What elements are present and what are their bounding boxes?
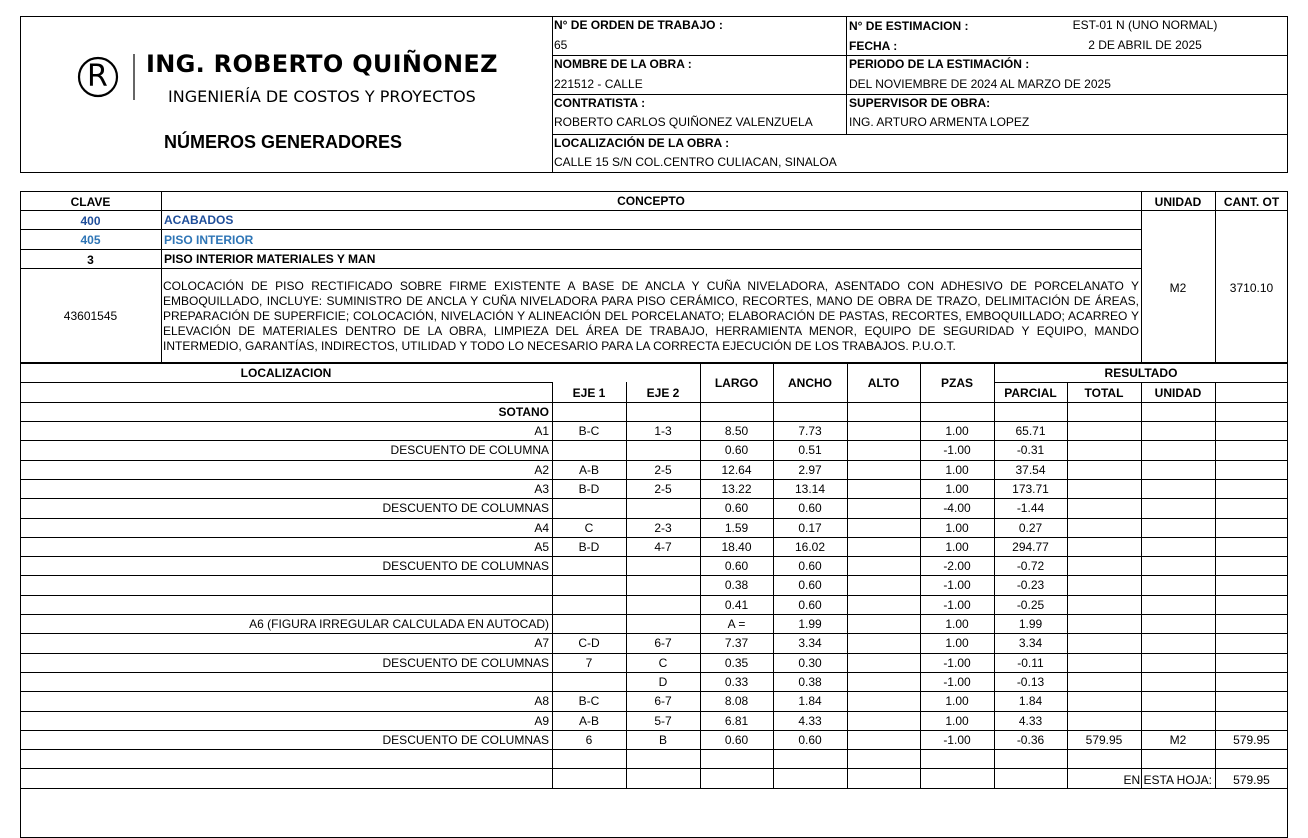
estimacion-value: EST-01 N (UNO NORMAL) <box>1072 18 1218 32</box>
row-parcial: -0.31 <box>1016 443 1045 457</box>
row-largo: 0.60 <box>724 733 749 747</box>
row-parcial: -0.11 <box>1017 656 1044 670</box>
row-localizacion: A4 <box>534 521 549 535</box>
concept-rule-2 <box>20 249 1141 250</box>
concept-col-1 <box>161 191 162 363</box>
row-rule <box>20 653 1288 654</box>
col-resultado: RESULTADO <box>1104 366 1178 380</box>
row-rule <box>20 749 1288 750</box>
item-description: COLOCACIÓN DE PISO RECTIFICADO SOBRE FIRME EXISTENTE A BASE DE ANCLA Y CUÑA NIVELADORA, ASENTADO CON ADHESIVO DE PORCELANATO Y EMBOQUILLADO, INCLUYE: SUMINISTRO DE ANCLA Y CUÑA NIVELADORA PARA PISO CERÁMICO, RECORTES, MANO DE OBRA DE TRAZO, DELIMITACIÓN DE ÁREAS, PREPARACIÓN DE SUPERFICIE; COLOCACIÓN, NIVELACIÓN Y ALINEACIÓN DEL PORCELANATO; ELABORACIÓN DE PASTAS, RECORTES, EMBOQUILLADO; ACARREO Y ELEVACIÓN DE MATERIALES DENTRO DE LA OBRA, LIMPIEZA DEL ÁREA DE TRABAJO, HERRAMIENTA MENOR, EQUIPO DE SEGURIDAD Y EQUIPO, MANDO INTERMEDIO, GARANTÍAS, INDIRECTOS, UTILIDAD Y TODO LO NECESARIO PARA LA CORRECTA EJECUCIÓN DE LOS TRABAJOS. P.U.O.T. <box>163 279 1139 353</box>
company-subtitle: INGENIERÍA DE COSTOS Y PROYECTOS <box>168 87 476 106</box>
item-cant: 3710.10 <box>1229 281 1274 295</box>
row-eje2: 2-5 <box>654 463 672 477</box>
concept-col-2 <box>1141 191 1142 363</box>
clave-400: 400 <box>80 214 101 228</box>
header-rule-3 <box>552 134 1288 135</box>
row-ancho: 0.60 <box>798 578 822 592</box>
row-parcial: 0.27 <box>1018 521 1043 535</box>
row-eje1: C <box>584 521 594 535</box>
row-parcial: 4.33 <box>1018 714 1043 728</box>
row-largo: 0.41 <box>724 598 749 612</box>
row-pzas: 1.00 <box>945 482 969 496</box>
row-eje2: 5-7 <box>654 714 672 728</box>
col-parcial: PARCIAL <box>1004 386 1057 400</box>
clave-405: 405 <box>80 233 101 247</box>
row-unidad: M2 <box>1169 733 1187 747</box>
row-eje1: A-B <box>578 463 599 477</box>
col-total: TOTAL <box>1084 386 1124 400</box>
row-pzas: -2.00 <box>943 559 971 573</box>
fecha-label: FECHA : <box>849 39 898 53</box>
col-rule <box>847 363 848 788</box>
row-rule <box>20 556 1288 557</box>
row-eje1: B-C <box>578 694 600 708</box>
row-rule <box>20 479 1288 480</box>
clave-3: 3 <box>87 253 94 267</box>
row-localizacion: A7 <box>534 636 549 650</box>
supervisor-value: ING. ARTURO ARMENTA LOPEZ <box>849 115 1030 129</box>
row-ancho: 16.02 <box>794 540 826 554</box>
row-rule <box>20 788 1288 789</box>
col-largo: LARGO <box>714 376 759 390</box>
row-rule <box>20 537 1288 538</box>
row-pzas: 1.00 <box>945 617 969 631</box>
header-divider-2 <box>846 16 847 134</box>
row-parcial: -0.13 <box>1016 675 1045 689</box>
row-eje2: 6-7 <box>654 694 672 708</box>
col-unidad: UNIDAD <box>1154 195 1202 209</box>
row-pzas: -4.00 <box>943 501 971 515</box>
contratista-value: ROBERTO CARLOS QUIÑONEZ VALENZUELA <box>554 115 813 129</box>
orden-value: 65 <box>554 38 568 52</box>
row-ancho: 3.34 <box>798 636 822 650</box>
row-localizacion: A1 <box>534 424 549 438</box>
row-eje1: A-B <box>578 714 599 728</box>
row-localizacion: DESCUENTO DE COLUMNAS <box>382 656 549 670</box>
row-eje1: B-D <box>578 482 600 496</box>
row-parcial: -0.36 <box>1016 733 1045 747</box>
logo-letter: R <box>87 59 108 94</box>
row-largo: A = <box>727 617 746 631</box>
row-largo: 8.50 <box>724 424 749 438</box>
row-localizacion: DESCUENTO DE COLUMNAS <box>382 733 549 747</box>
row-rule <box>20 730 1288 731</box>
concept-rule-3 <box>20 268 1141 269</box>
row-eje2: C <box>658 656 668 670</box>
row-eje2: 2-5 <box>654 482 672 496</box>
col-pzas: PZAS <box>940 376 973 390</box>
col-result-unidad: UNIDAD <box>1154 386 1202 400</box>
concepto-materiales: PISO INTERIOR MATERIALES Y MAN <box>164 252 376 266</box>
row-pzas: 1.00 <box>945 540 969 554</box>
col-alto: ALTO <box>867 376 900 390</box>
row-localizacion: A2 <box>534 463 549 477</box>
periodo-label: PERIODO DE LA ESTIMACIÓN : <box>849 57 1030 71</box>
row-pzas: -1.00 <box>943 656 971 670</box>
row-largo: 8.08 <box>724 694 749 708</box>
row-eje2: 1-3 <box>654 424 672 438</box>
row-ancho: 0.17 <box>798 521 822 535</box>
sheet-total-value: 579.95 <box>1233 773 1270 787</box>
row-rule <box>20 498 1288 499</box>
row-pzas: 1.00 <box>945 694 969 708</box>
row-pzas: -1.00 <box>943 675 971 689</box>
row-eje1: B-D <box>578 540 600 554</box>
row-ancho: 2.97 <box>798 463 822 477</box>
row-localizacion: DESCUENTO DE COLUMNAS <box>382 559 549 573</box>
row-parcial: 37.54 <box>1015 463 1046 477</box>
supervisor-label: SUPERVISOR DE OBRA: <box>849 96 991 110</box>
col-eje2: EJE 2 <box>646 386 680 400</box>
row-parcial: -0.72 <box>1016 559 1045 573</box>
row-parcial: 3.34 <box>1018 636 1043 650</box>
col-rule <box>1215 382 1216 788</box>
row-ancho: 0.30 <box>798 656 822 670</box>
localizacion-label: LOCALIZACIÓN DE LA OBRA : <box>554 136 730 150</box>
fecha-value: 2 DE ABRIL DE 2025 <box>1088 38 1202 52</box>
col-clave: CLAVE <box>70 195 111 209</box>
sheet-total-label: EN ESTA HOJA: <box>1123 773 1212 787</box>
row-rule <box>20 691 1288 692</box>
row-localizacion: DESCUENTO DE COLUMNA <box>390 443 549 457</box>
row-rule <box>20 768 1288 769</box>
col-concepto: CONCEPTO <box>617 194 685 208</box>
item-unidad: M2 <box>1169 281 1187 295</box>
col-ancho: ANCHO <box>788 376 832 390</box>
row-eje2: 2-3 <box>654 521 672 535</box>
row-localizacion: A9 <box>534 714 549 728</box>
row-rule <box>20 421 1288 422</box>
row-parcial: 173.71 <box>1012 482 1049 496</box>
row-rule <box>20 672 1288 673</box>
row-parcial: -1.44 <box>1016 501 1045 515</box>
header-bottom-rule <box>20 402 1288 403</box>
row-rule <box>20 518 1288 519</box>
row-parcial: -0.23 <box>1016 578 1045 592</box>
header-rule-1 <box>552 55 1288 56</box>
row-ancho: 0.51 <box>798 443 822 457</box>
row-largo: 13.22 <box>721 482 752 496</box>
contratista-label: CONTRATISTA : <box>554 96 646 110</box>
row-largo: 0.60 <box>724 501 749 515</box>
row-rule <box>20 460 1288 461</box>
concept-rule-1 <box>20 229 1141 230</box>
row-rule <box>20 633 1288 634</box>
row-largo: 18.40 <box>721 540 752 554</box>
row-largo: 0.35 <box>724 656 749 670</box>
row-pzas: -1.00 <box>943 598 971 612</box>
row-ancho: 7.73 <box>798 424 822 438</box>
col-cant: CANT. OT <box>1223 195 1280 209</box>
row-pzas: 1.00 <box>945 714 969 728</box>
row-pzas: -1.00 <box>943 443 971 457</box>
row-localizacion: A5 <box>534 540 549 554</box>
row-ancho: 13.14 <box>794 482 826 496</box>
row-localizacion: A6 (FIGURA IRREGULAR CALCULADA EN AUTOCAD) <box>249 617 549 631</box>
concepto-acabados: ACABADOS <box>164 213 234 227</box>
row-ancho: 0.60 <box>798 501 822 515</box>
obra-label: NOMBRE DE LA OBRA : <box>554 57 692 71</box>
row-largo: 0.38 <box>724 578 749 592</box>
concept-col-3 <box>1215 191 1216 363</box>
row-rule <box>20 440 1288 441</box>
row-rule <box>20 614 1288 615</box>
row-parcial: 294.77 <box>1012 540 1049 554</box>
concept-rule-head <box>20 210 1288 211</box>
company-logo <box>76 52 136 102</box>
row-parcial: 65.71 <box>1015 424 1046 438</box>
row-pzas: -1.00 <box>943 733 971 747</box>
row-rule <box>20 595 1288 596</box>
row-largo: 0.33 <box>724 675 749 689</box>
row-largo: 0.60 <box>724 443 749 457</box>
row-eje2: D <box>658 675 668 689</box>
row-ancho: 1.99 <box>798 617 822 631</box>
row-parcial: 1.99 <box>1018 617 1043 631</box>
row-total: 579.95 <box>1085 733 1123 747</box>
row-pzas: 1.00 <box>945 463 969 477</box>
col-rule <box>1067 382 1068 788</box>
row-rule <box>20 575 1288 576</box>
row-rule <box>20 711 1288 712</box>
row-largo: 6.81 <box>724 714 749 728</box>
row-localizacion: DESCUENTO DE COLUMNAS <box>382 501 549 515</box>
orden-label: N° DE ORDEN DE TRABAJO : <box>554 18 723 32</box>
concepto-piso-interior: PISO INTERIOR <box>164 233 254 247</box>
row-eje1: C-D <box>578 636 600 650</box>
row-ancho: 0.60 <box>798 733 822 747</box>
row-eje2: 6-7 <box>654 636 672 650</box>
row-largo: 0.60 <box>724 559 749 573</box>
row-ancho: 4.33 <box>798 714 822 728</box>
company-name: ING. ROBERTO QUIÑONEZ <box>146 50 498 78</box>
col-localizacion: LOCALIZACION <box>240 366 332 380</box>
row-eje1: B-C <box>578 424 600 438</box>
row-eje1: 7 <box>585 656 593 670</box>
col-eje1: EJE 1 <box>572 386 606 400</box>
localizacion-value: CALLE 15 S/N COL.CENTRO CULIACAN, SINALOA <box>554 155 837 169</box>
row-pzas: 1.00 <box>945 424 969 438</box>
item-clave: 43601545 <box>63 309 118 323</box>
row-eje2: B <box>658 733 667 747</box>
row-largo: 1.59 <box>724 521 749 535</box>
document-title: NÚMEROS GENERADORES <box>164 132 403 152</box>
row-pzas: 1.00 <box>945 521 969 535</box>
row-localizacion: A8 <box>534 694 549 708</box>
loc-header-rule <box>20 382 552 383</box>
row-pzas: 1.00 <box>945 636 969 650</box>
estimacion-label: N° DE ESTIMACION : <box>849 19 969 33</box>
row-eje1: 6 <box>585 733 593 747</box>
row-largo: 7.37 <box>724 636 749 650</box>
row-parcial: 1.84 <box>1018 694 1043 708</box>
row-ancho: 0.60 <box>798 559 822 573</box>
row-eje2: 4-7 <box>654 540 672 554</box>
row-cant: 579.95 <box>1233 733 1270 747</box>
row-parcial: -0.25 <box>1016 598 1045 612</box>
header-rule-2 <box>552 94 1288 95</box>
row-ancho: 0.38 <box>798 675 822 689</box>
row-localizacion: A3 <box>534 482 549 496</box>
periodo-value: DEL NOVIEMBRE DE 2024 AL MARZO DE 2025 <box>849 77 1111 91</box>
row-ancho: 1.84 <box>798 694 822 708</box>
col-rule <box>1141 382 1142 788</box>
row-ancho: 0.60 <box>798 598 822 612</box>
row-pzas: -1.00 <box>943 578 971 592</box>
obra-value: 221512 - CALLE <box>554 77 643 91</box>
section-sotano: SOTANO <box>498 405 549 419</box>
row-largo: 12.64 <box>721 463 752 477</box>
